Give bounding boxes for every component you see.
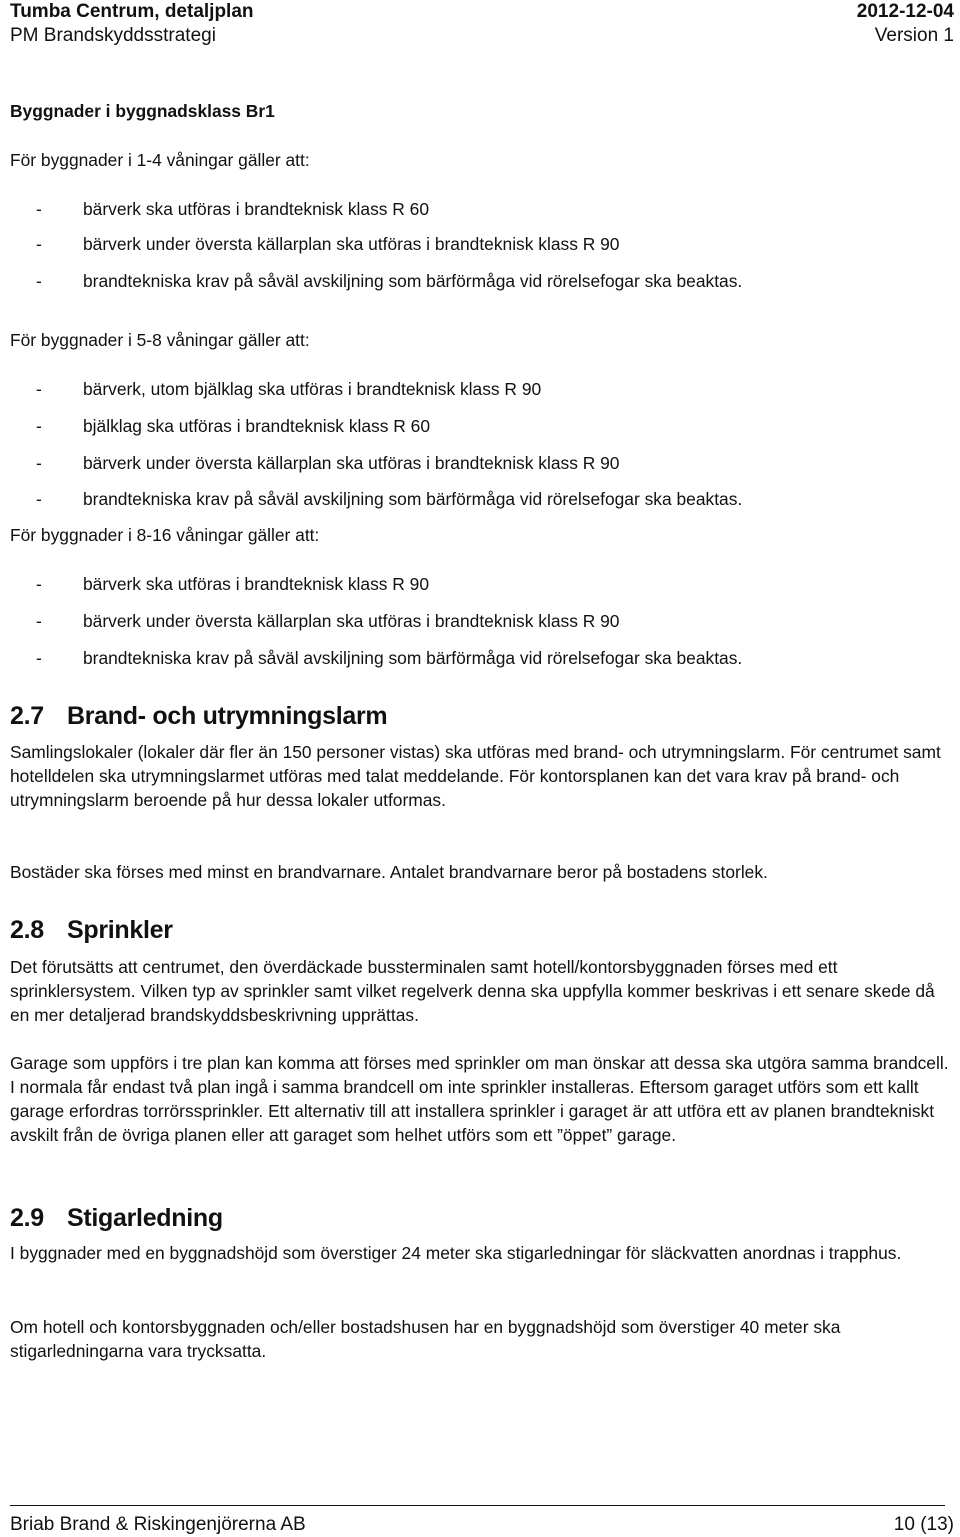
list-item: - bärverk under översta källarplan ska utföras i brandteknisk klass R 90	[36, 611, 620, 631]
list-item: - brandtekniska krav på såväl avskiljning som bärförmåga vid rörelsefogar ska beaktas.	[36, 271, 743, 291]
page-number: 10 (13)	[893, 1514, 954, 1535]
group1-intro: För byggnader i 1-4 våningar gäller att:	[10, 150, 310, 170]
section-title: Stigarledning	[67, 1204, 223, 1232]
section-heading-2-8	[10, 915, 950, 945]
list-item: - brandtekniska krav på såväl avskiljning som bärförmåga vid rörelsefogar ska beaktas.	[36, 489, 743, 509]
document-title: PM Brandskyddsstrategi	[10, 25, 216, 46]
section-title: Brand- och utrymningslarm	[67, 702, 388, 730]
project-title: Tumba Centrum, detaljplan	[10, 1, 254, 22]
paragraph: Bostäder ska förses med minst en brandvarnare. Antalet brandvarnare beror på bostadens storlek.	[10, 862, 768, 882]
group3-intro: För byggnader i 8-16 våningar gäller att:	[10, 525, 320, 545]
paragraph: Garage som uppförs i tre plan kan komma att förses med sprinkler om man önskar att dessa ska utgöra samma brandcell. I normala får endast två plan ingå i samma brandcell om inte sprinkler installeras. Eftersom garaget utförs som ett kallt garage erfordras torrörssprinkler. Ett alternativ till att installera sprinkler i garaget är att utföra ett av planen brandtekniskt avskilt från de övriga planen eller att garaget som helhet utförs som ett ”öppet” garage.	[10, 1053, 949, 1145]
list-item: - bärverk ska utföras i brandteknisk klass R 60	[36, 199, 430, 219]
paragraph: Samlingslokaler (lokaler där fler än 150 personer vistas) ska utföras med brand- och utrymningslarm. För centrumet samt hotelldelen ska utrymningslarmet utföras med talat meddelande. För kontorsplanen kan det vara krav på brand- och utrymningslarm beroende på hur dessa lokaler utformas.	[10, 742, 941, 810]
document-date: 2012-12-04	[856, 1, 954, 22]
list-item: - bärverk under översta källarplan ska utföras i brandteknisk klass R 90	[36, 234, 620, 254]
paragraph: Om hotell och kontorsbyggnaden och/eller bostadshusen har en byggnadshöjd som överstiger 40 meter ska stigarledningarna vara trycksatta.	[10, 1317, 841, 1361]
section-number: 2.7	[10, 702, 44, 730]
paragraph: Det förutsätts att centrumet, den överdäckade bussterminalen samt hotell/kontorsbyggnaden förses med ett sprinklersystem. Vilken typ av sprinkler samt vilket regelverk denna ska uppfylla kommer beskrivas i ett senare skede då en mer detaljerad brandskyddsbeskrivning upprättas.	[10, 957, 935, 1025]
group2-intro: För byggnader i 5-8 våningar gäller att:	[10, 330, 310, 350]
section-heading-2-9	[10, 1203, 950, 1233]
br1-heading: Byggnader i byggnadsklass Br1	[10, 101, 275, 121]
list-item: - brandtekniska krav på såväl avskiljning som bärförmåga vid rörelsefogar ska beaktas.	[36, 648, 743, 668]
page-footer	[10, 1513, 954, 1537]
section-number: 2.8	[10, 916, 44, 944]
section-title: Sprinkler	[67, 916, 173, 944]
company-name: Briab Brand & Riskingenjörerna AB	[10, 1514, 306, 1535]
footer-divider	[10, 1505, 945, 1506]
header-row-bottom	[10, 24, 954, 48]
page-header	[10, 0, 954, 48]
paragraph: I byggnader med en byggnadshöjd som överstiger 24 meter ska stigarledningar för släckvatten anordnas i trapphus.	[10, 1243, 902, 1263]
list-item: - bärverk, utom bjälklag ska utföras i brandteknisk klass R 90	[36, 379, 542, 399]
document-version: Version 1	[874, 25, 954, 46]
section-number: 2.9	[10, 1204, 44, 1232]
list-item: - bärverk ska utföras i brandteknisk klass R 90	[36, 574, 430, 594]
header-row-top	[10, 0, 954, 24]
list-item: - bjälklag ska utföras i brandteknisk klass R 60	[36, 416, 431, 436]
section-heading-2-7	[10, 701, 950, 731]
list-item: - bärverk under översta källarplan ska utföras i brandteknisk klass R 90	[36, 453, 620, 473]
